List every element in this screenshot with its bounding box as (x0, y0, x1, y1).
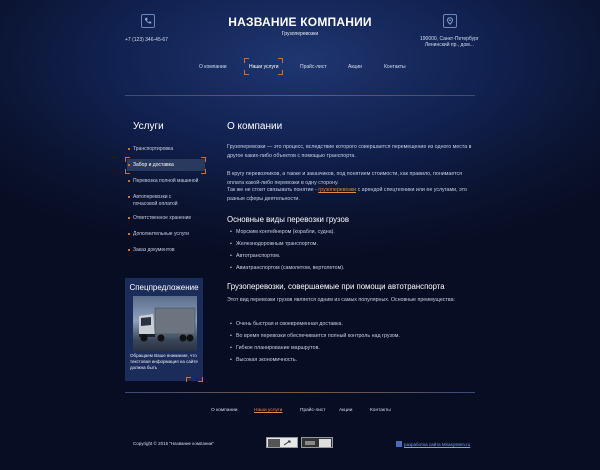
sidebar-item-extra[interactable] (133, 231, 208, 238)
footer-nav-contacts[interactable]: Контакты (370, 408, 391, 413)
nav-contacts[interactable]: Контакты (384, 64, 406, 70)
offer-frame (186, 377, 191, 382)
active-nav-frame (278, 58, 283, 63)
nav-prices[interactable]: Прайс-лист (300, 64, 327, 70)
list-item: • Очень быстрая и своевременная доставка. (236, 321, 343, 327)
active-item-frame (125, 169, 130, 174)
special-offer-title: Спецпредложение (129, 283, 199, 292)
list-item: • Во время перевозки обеспечивается полный контроль над грузом. (236, 333, 400, 339)
address-line-2: Ленинский пр., дом... (424, 42, 474, 48)
active-nav-frame (278, 70, 283, 75)
header-divider (125, 95, 475, 96)
page-title: О компании (227, 121, 283, 132)
list-item: • Автотранспортом. (236, 253, 280, 259)
sidebar-item-label: Ответственное хранение (133, 215, 192, 221)
list-item: • Морским контейнером (корабли, судна). (236, 229, 335, 235)
address (420, 36, 479, 48)
bullet-icon (128, 233, 130, 235)
sidebar-item-full-truck[interactable] (133, 178, 208, 185)
active-item-frame (201, 169, 206, 174)
list-item: • Авиатранспортом (самолетом, вертолетом). (236, 265, 344, 271)
nav-promotions[interactable]: Акции (348, 64, 362, 70)
text-fragment: Так же не стоит связывать понятие - (227, 187, 319, 193)
section-heading-auto: Грузоперевозки, совершаемые при помощи автотранспорта (227, 282, 445, 291)
offer-frame (198, 377, 203, 382)
active-nav-frame (244, 58, 249, 63)
nav-about[interactable]: О компании (199, 64, 227, 70)
sidebar-item-pickup-delivery[interactable] (133, 162, 208, 169)
bullet-icon (128, 164, 130, 166)
location-pin-icon (443, 14, 457, 28)
text-fragment: с арендой спецтехники или ее услугами, это разные сферы деятельности. (227, 187, 467, 202)
footer-divider (125, 392, 475, 393)
sidebar-item-hourly[interactable] (133, 194, 195, 208)
company-tagline: Грузоперевозки (281, 31, 319, 37)
sidebar-item-label: Заказ документов (133, 247, 175, 253)
intro-paragraph-3 (227, 186, 477, 204)
sidebar-item-storage[interactable] (133, 215, 208, 222)
cargo-link[interactable]: грузоперевозки (318, 187, 357, 193)
sidebar-item-label: Транспортировка (133, 146, 174, 152)
active-nav-frame (244, 70, 249, 75)
section-heading-types: Основные виды перевозки грузов (227, 215, 349, 224)
copyright: Copyright © 2015 "Название компании" (133, 441, 214, 446)
list-item: • Железнодорожным транспортом. (236, 241, 318, 247)
intro-paragraph-2: В кругу перевозчиков, а также и заказчиков, под понятием стоимости, как правило, понимается оплата какой-либо перевозки в одну сторону. (227, 171, 462, 186)
sidebar-title: Услуги (133, 121, 164, 132)
bullet-icon (128, 180, 130, 182)
phone-number[interactable]: +7 (123) 346-45-67 (125, 37, 168, 43)
truck-image (133, 296, 197, 351)
sidebar-item-transport[interactable] (133, 146, 208, 153)
address-line-1: 190000, Санкт-Петербург (420, 36, 479, 42)
bullet-icon (128, 196, 130, 198)
intro-paragraph: Грузоперевозки — это процесс, вследствие которого совершается перемещение из одного места в другое каких-либо объектов с помощью транспорта. (227, 144, 472, 159)
sidebar-item-documents[interactable] (133, 247, 208, 254)
company-name[interactable]: НАЗВАНИЕ КОМПАНИИ (228, 15, 372, 29)
auto-paragraph: Этот вид перевозки грузов является одним из самых популярных. Основные преимущества: (227, 297, 456, 303)
footer-nav-services[interactable]: Наши услуги (254, 408, 283, 413)
counter-badge[interactable] (301, 437, 333, 448)
list-item: • Высокая экономичность. (236, 357, 297, 363)
footer-nav-promotions[interactable]: Акции (339, 408, 353, 413)
developer-link[interactable]: разработка сайта Mirasystem.ru (404, 442, 471, 447)
bullet-icon (128, 217, 130, 219)
sidebar-item-label: Автоперевозки с почасовой оплатой (133, 194, 178, 207)
sidebar-item-label: Дополнительные услуги (133, 231, 189, 237)
bullet-icon (128, 148, 130, 150)
counter-badge[interactable] (266, 437, 298, 448)
list-item: • Гибкое планирование маршрутов. (236, 345, 320, 351)
footer-nav-about[interactable]: О компании (211, 408, 238, 413)
active-item-frame (125, 157, 130, 162)
bullet-icon (128, 249, 130, 251)
special-offer-text: Обращаем Ваше внимание, что текстовая информация на сайте должна быть (130, 353, 198, 370)
phone-icon (141, 14, 155, 28)
sidebar-item-label: Перевозка полной машиной (133, 178, 199, 184)
sidebar-item-label: Забор и доставка (133, 162, 174, 168)
nav-services[interactable]: Наши услуги (249, 64, 279, 70)
developer-logo-icon (396, 441, 402, 447)
footer-nav-prices[interactable]: Прайс-лист (300, 408, 326, 413)
